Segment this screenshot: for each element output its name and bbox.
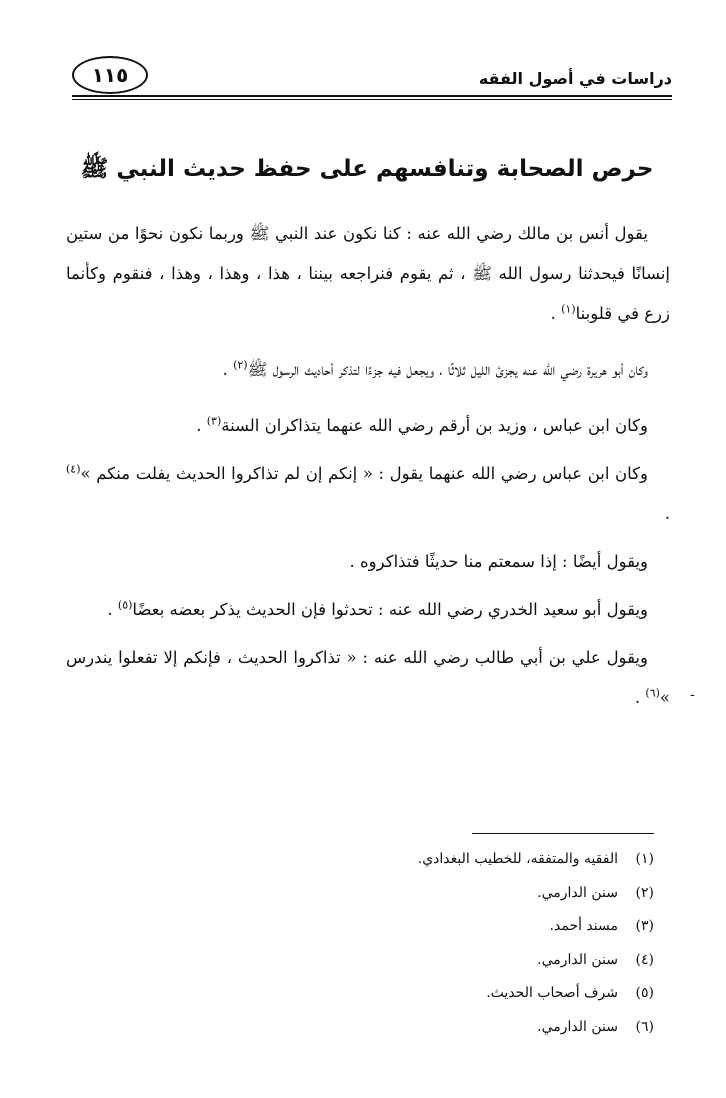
paragraph-text: ويقول أبو سعيد الخدري رضي الله عنه : تحدثوا فإن الحديث يذكر بعضه بعضًا	[132, 600, 648, 619]
paragraph-tail: .	[222, 360, 234, 379]
paragraph-tail: .	[196, 416, 207, 435]
footnote-ref: (١)	[561, 302, 576, 316]
book-title: دراسات في أصول الفقه	[478, 69, 672, 88]
paragraph	[66, 454, 670, 534]
footnote-marker: (٢)	[635, 884, 654, 901]
paragraph-text: وكان ابن عباس رضي الله عنهما يقول : « إنكم إن لم تذاكروا الحديث يفلت منكم »	[80, 464, 648, 483]
paragraph-tail: .	[550, 304, 562, 323]
header-rule	[72, 95, 672, 100]
running-header	[72, 56, 672, 104]
footnote-separator	[472, 833, 654, 834]
footnote-text: سنن الدارمي.	[537, 951, 618, 968]
paragraph-text: وكان أبو هريرة رضي الله عنه يجزئ الليل ثلاثًا ، ويجعل فيه جزءًا لتذكر أحاديث الرسول ﷺ	[247, 360, 648, 379]
footnote	[66, 1011, 654, 1045]
footnote-ref: (٢)	[233, 358, 248, 372]
footnote-marker: (٥)	[635, 985, 654, 1001]
paragraph	[66, 406, 670, 446]
footnote-text: مسند أحمد.	[549, 918, 618, 934]
footnote-text: سنن الدارمي.	[537, 1018, 618, 1035]
footnote-ref: (٤)	[66, 462, 81, 476]
footnote-ref: (٦)	[645, 686, 660, 700]
paragraph	[66, 638, 670, 718]
paragraph-text: ويقول أيضًا : إذا سمعتم منا حديثًا فتذاكروه .	[349, 552, 648, 571]
footnote-text: شرف أصحاب الحديث.	[486, 985, 618, 1001]
paragraph-tail: .	[107, 600, 118, 619]
paragraph-text: ويقول علي بن أبي طالب رضي الله عنه : « تذاكروا الحديث ، فإنكم إلا تفعلوا يندرس »	[66, 648, 670, 707]
page-number: ١١٥	[72, 56, 148, 94]
footnote-ref: (٥)	[117, 598, 133, 612]
footnotes	[66, 843, 654, 1044]
footnote-marker: (١)	[635, 851, 654, 867]
footnote-marker: (٤)	[635, 951, 654, 968]
footnote-ref: (٣)	[206, 414, 222, 428]
margin-mark: -	[690, 687, 695, 703]
footnote-marker: (٣)	[635, 918, 654, 934]
footnote-text: الفقيه والمتفقه، للخطيب البغدادي.	[417, 851, 618, 867]
chapter-title: حرص الصحابة وتنافسهم على حفظ حديث النبي ﷺ	[80, 156, 654, 183]
footnote	[66, 977, 654, 1011]
body-text	[66, 214, 670, 726]
footnote-marker: (٦)	[635, 1018, 654, 1035]
paragraph	[66, 542, 670, 582]
paragraph	[66, 590, 670, 630]
paragraph	[66, 350, 670, 390]
paragraph-tail: .	[634, 688, 646, 707]
paragraph-text: يقول أنس بن مالك رضي الله عنه : كنا نكون عند النبي ﷺ وربما نكون نحوًا من ستين إنسانًا فيحدثنا رسول الله ﷺ ، ثم يقوم فنراجعه بيننا ، هذا ، وهذا ، وهذا ، فنقوم وكأنما زرع في قلوبنا	[66, 224, 670, 323]
footnote	[66, 843, 654, 877]
footnote	[66, 877, 654, 911]
paragraph-tail: .	[664, 504, 670, 523]
footnote	[66, 944, 654, 978]
paragraph-text: وكان ابن عباس ، وزيد بن أرقم رضي الله عنهما يتذاكران السنة	[221, 416, 648, 435]
footnote-text: سنن الدارمي.	[537, 884, 618, 901]
paragraph	[66, 214, 670, 334]
footnote	[66, 910, 654, 944]
